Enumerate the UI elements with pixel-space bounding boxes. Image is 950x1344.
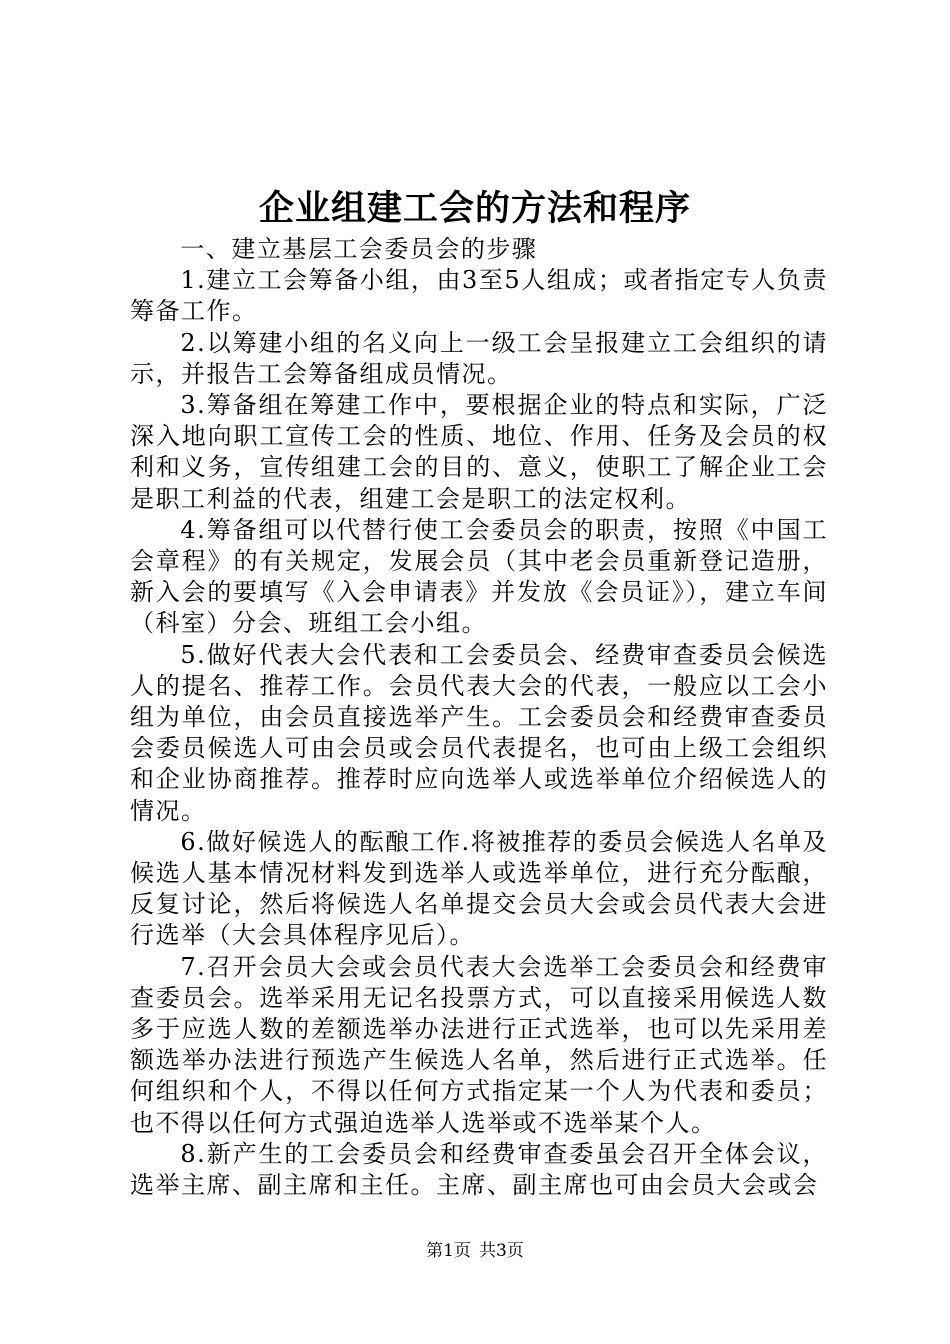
paragraph-step-5: 5.做好代表大会代表和工会委员会、经费审查委员会候选人的提名、推荐工作。会员代表大会的代表，一般应以工会小组为单位，由会员直接选举产生。工会委员会和经费审查委员会委员候选人可由会员或会员代表提名，也可由上级工会组织和企业协商推荐。推荐时应向选举人或选举单位介绍候选人的情况。 bbox=[130, 640, 828, 825]
document-title: 企业组建工会的方法和程序 bbox=[258, 188, 691, 229]
paragraph-step-3: 3.筹备组在筹建工作中，要根据企业的特点和实际，广泛深入地向职工宣传工会的性质、地位、作用、任务及会员的权利和义务，宣传组建工会的目的、意义，使职工了解企业工会是职工利益的代表，组建工会是职工的法定权利。 bbox=[130, 391, 828, 513]
page-footer bbox=[0, 1239, 950, 1263]
paragraph-step-6: 6.做好候选人的酝酿工作.将被推荐的委员会候选人名单及候选人基本情况材料发到选举人或选举单位，进行充分酝酿，反复讨论，然后将候选人名单提交会员大会或会员代表大会进行选举（大会具体程序见后）。 bbox=[130, 827, 828, 950]
paragraph-step-4: 4.筹备组可以代替行使工会委员会的职责，按照《中国工会章程》的有关规定，发展会员（其中老会员重新登记造册，新入会的要填写《入会申请表》并发放《会员证》），建立车间（科室）分会、班组工会小组。 bbox=[130, 515, 828, 638]
paragraph-step-1: 1.建立工会筹备小组，由3至5人组成；或者指定专人负责筹备工作。 bbox=[130, 266, 828, 326]
paragraph-step-2: 2.以筹建小组的名义向上一级工会呈报建立工会组织的请示，并报告工会筹备组成员情况。 bbox=[130, 328, 828, 388]
paragraph-step-7: 7.召开会员大会或会员代表大会选举工会委员会和经费审查委员会。选举采用无记名投票方式，可以直接采用候选人数多于应选人数的差额选举办法进行正式选举，也可以先采用差额选举办法进行预选产生候选人名单，然后进行正式选举。任何组织和个人，不得以任何方式指定某一个人为代表和委员；也不得以任何方式强迫选举人选举或不选举某个人。 bbox=[130, 952, 828, 1137]
document-body bbox=[130, 234, 828, 1201]
section-heading: 一、建立基层工会委员会的步骤 bbox=[180, 235, 538, 263]
page-number: 第1页 bbox=[426, 1241, 471, 1261]
paragraph-step-8: 8.新产生的工会委员会和经费审查委虽会召开全体会议，选举主席、副主席和主任。主席、副主席也可由会员大会或会 bbox=[130, 1139, 828, 1200]
page-total: 共3页 bbox=[479, 1241, 524, 1261]
